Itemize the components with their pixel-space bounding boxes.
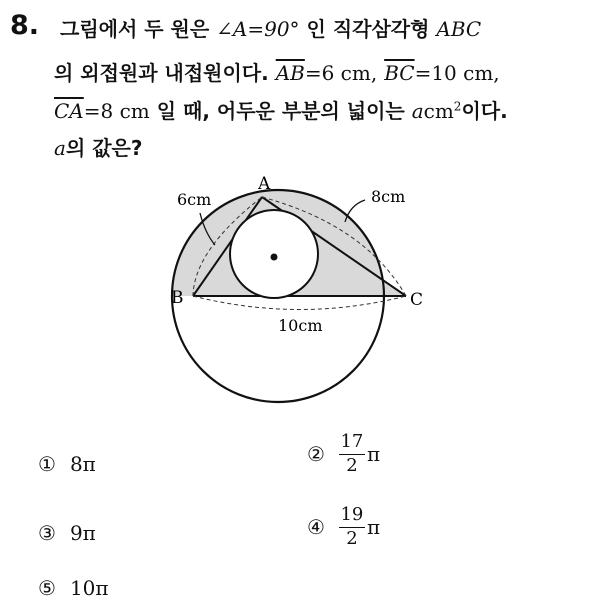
label-a: A [258, 174, 271, 194]
choice-4-pi: π [366, 515, 381, 540]
variable-a: a [54, 136, 66, 160]
area-unit: cm [423, 99, 454, 123]
choice-1-value: 8π [69, 452, 96, 476]
question-line-4 [54, 132, 142, 161]
segment-ab-value: =6 cm, [304, 61, 378, 85]
segment-ca: $\overline{CA}$ [54, 99, 84, 123]
choice-5[interactable] [38, 576, 109, 600]
length-ab: 6cm [177, 190, 212, 209]
line4-text: 의 값은? [65, 136, 143, 160]
question-line-1 [60, 13, 481, 42]
segment-ab: $\overline{AB}$ [275, 61, 305, 85]
question-number: 8. [10, 10, 40, 41]
choice-3-marker: ③ [38, 521, 56, 545]
label-c: C [410, 290, 424, 310]
choice-4[interactable] [307, 506, 380, 549]
line3-text: 일 때, 어두운 부분의 넓이는 [156, 99, 405, 123]
line1-text2: 인 직각삼각형 [306, 17, 430, 41]
angle-expression: ∠A=90° [216, 17, 300, 41]
choice-3-value: 9π [69, 521, 96, 545]
choice-5-marker: ⑤ [38, 576, 56, 600]
segment-ca-value: =8 cm [83, 99, 150, 123]
choice-3[interactable] [38, 521, 96, 545]
choice-5-value: 10π [69, 576, 109, 600]
segment-bc: $\overline{BC}$ [384, 61, 415, 85]
dim-bc [193, 296, 406, 310]
choice-4-marker: ④ [307, 515, 325, 540]
segment-bc-value: =10 cm, [414, 61, 500, 85]
choice-2-denominator: 2 [346, 454, 358, 476]
incircle-center [271, 254, 278, 261]
line2-text: 의 외접원과 내접원이다. [54, 61, 269, 85]
choice-2-numerator: 17 [340, 431, 364, 452]
triangle-name: ABC [436, 17, 482, 41]
choice-2-fraction [339, 433, 365, 476]
length-ac: 8cm [371, 187, 406, 206]
line3-text2: 이다. [461, 99, 508, 123]
question-line-2 [54, 57, 500, 86]
length-bc: 10cm [278, 316, 323, 335]
line1-text: 그림에서 두 원은 [60, 17, 210, 41]
choice-2[interactable] [307, 433, 380, 476]
choice-4-numerator: 19 [340, 504, 364, 525]
label-b: B [171, 288, 184, 308]
unit-exponent: 2 [453, 99, 462, 114]
choice-1-marker: ① [38, 452, 56, 476]
choice-4-denominator: 2 [346, 527, 358, 549]
choice-4-fraction [339, 506, 365, 549]
variable-a: a [411, 99, 424, 123]
choice-2-marker: ② [307, 442, 325, 467]
choice-2-pi: π [366, 442, 381, 467]
question-line-3 [54, 95, 508, 124]
geometry-figure [150, 165, 460, 415]
choice-1[interactable] [38, 452, 96, 476]
